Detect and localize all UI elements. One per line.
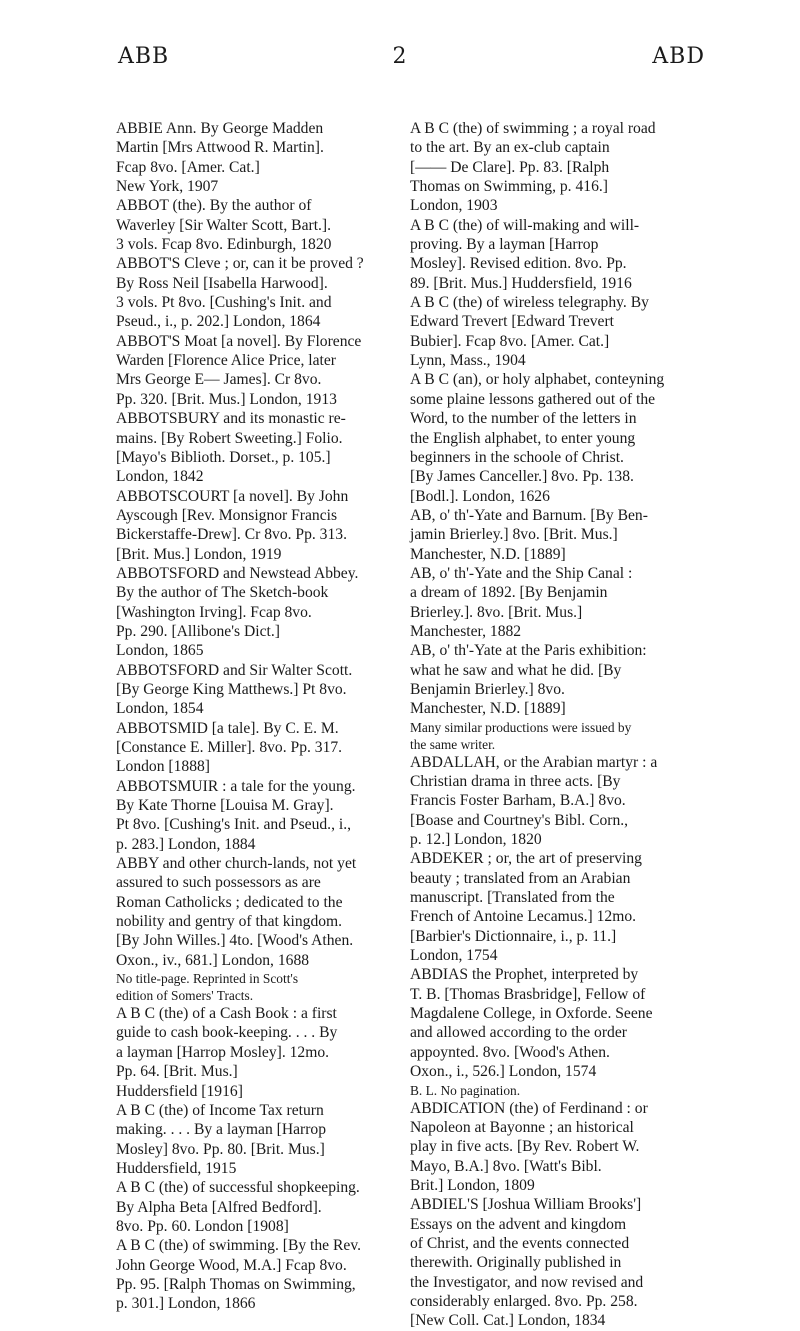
- bibliography-entry: [410, 370, 700, 505]
- entry-line: Pp. 95. [Ralph Thomas on Swimming,: [116, 1275, 356, 1293]
- entry-line: to the art. By an ex-club captain: [410, 139, 610, 157]
- entry-line: London, 1903: [410, 197, 498, 215]
- entry-line: A B C (the) of Income Tax return: [116, 1101, 324, 1119]
- bibliography-entry: [410, 506, 700, 564]
- entry-line: ABDIEL'S [Joshua William Brooks']: [410, 1196, 642, 1214]
- entry-line: Thomas on Swimming, p. 416.]: [410, 178, 608, 196]
- entry-line: Huddersfield, 1915: [116, 1159, 237, 1177]
- entry-line: the Investigator, and now revised and: [410, 1273, 644, 1291]
- bibliography-entry: [410, 1195, 700, 1330]
- entry-line: Manchester, N.D. [1889]: [410, 700, 566, 718]
- entry-note-line: B. L. No pagination.: [410, 1082, 521, 1098]
- entry-line: what he saw and what he did. [By: [410, 661, 622, 679]
- entry-line: London, 1842: [116, 468, 204, 486]
- entry-line: [Mayo's Biblioth. Dorset., p. 105.]: [116, 448, 331, 466]
- entry-line: A B C (the) of a Cash Book : a first: [116, 1005, 337, 1023]
- bibliography-entry: [410, 216, 700, 293]
- entry-line: Fcap 8vo. [Amer. Cat.]: [116, 158, 260, 176]
- right-column: [410, 119, 700, 1331]
- entry-line: A B C (the) of swimming. [By the Rev.: [116, 1237, 362, 1255]
- entry-line: Essays on the advent and kingdom: [410, 1215, 627, 1233]
- entry-line: [By John Willes.] 4to. [Wood's Athen.: [116, 932, 354, 950]
- entry-line: By the author of The Sketch-book: [116, 584, 329, 602]
- entry-line: proving. By a layman [Harrop: [410, 236, 599, 254]
- entry-line: Napoleon at Bayonne ; an historical: [410, 1118, 634, 1136]
- bibliography-entry: [410, 119, 700, 216]
- entry-line: Mrs George E— James]. Cr 8vo.: [116, 371, 322, 389]
- entry-line: ABBOT (the). By the author of: [116, 197, 312, 215]
- entry-line: Pp. 64. [Brit. Mus.]: [116, 1063, 238, 1081]
- entry-line: nobility and gentry of that kingdom.: [116, 913, 343, 931]
- entry-line: [Constance E. Miller]. 8vo. Pp. 317.: [116, 739, 343, 756]
- entry-line: ABBOTSCOURT [a novel]. By John: [116, 487, 349, 505]
- entry-line: making. . . . By a layman [Harrop: [116, 1121, 327, 1139]
- bibliography-entry: [116, 332, 406, 409]
- entry-line: Oxon., iv., 681.] London, 1688: [116, 951, 310, 969]
- bibliography-entry: [116, 719, 406, 777]
- entry-line: mains. [By Robert Sweeting.] Folio.: [116, 429, 343, 447]
- bibliography-entry: [116, 564, 406, 661]
- entry-line: p. 12.] London, 1820: [410, 831, 542, 849]
- entry-line: Manchester, 1882: [410, 622, 522, 640]
- bibliography-entry: [410, 564, 700, 641]
- bibliography-entry: [116, 487, 406, 564]
- entry-line: London [1888]: [116, 758, 210, 776]
- entry-line: 3 vols. Fcap 8vo. Edinburgh, 1820: [116, 236, 332, 254]
- entry-line: Manchester, N.D. [1889]: [410, 545, 566, 563]
- entry-line: A B C (the) of successful shopkeeping.: [116, 1179, 360, 1197]
- entry-line: therewith. Originally published in: [410, 1254, 622, 1272]
- entry-line: manuscript. [Translated from the: [410, 889, 615, 907]
- bibliography-entry: [116, 1004, 406, 1101]
- bibliography-entry: [410, 641, 700, 752]
- bibliography-entry: [410, 1099, 700, 1196]
- entry-line: Pp. 320. [Brit. Mus.] London, 1913: [116, 390, 337, 408]
- entry-line: ABBOT'S Moat [a novel]. By Florence: [116, 332, 362, 350]
- entry-line: ABDALLAH, or the Arabian martyr : a: [410, 753, 658, 771]
- entry-line: John George Wood, M.A.] Fcap 8vo.: [116, 1256, 347, 1274]
- bibliography-entry: [410, 293, 700, 370]
- bibliography-entry: [116, 196, 406, 254]
- bibliography-entry: [116, 1101, 406, 1178]
- entry-line: [By James Canceller.] 8vo. Pp. 138.: [410, 468, 634, 486]
- entry-line: and allowed according to the order: [410, 1024, 627, 1042]
- entry-line: Oxon., i., 526.] London, 1574: [410, 1063, 597, 1081]
- bibliography-entry: [116, 1236, 406, 1313]
- bibliography-entry: [116, 1178, 406, 1236]
- entry-line: ABBOTSMID [a tale]. By C. E. M.: [116, 719, 339, 737]
- page-number: 2: [392, 44, 408, 69]
- entry-line: Mayo, B.A.] 8vo. [Watt's Bibl.: [410, 1157, 602, 1175]
- entry-line: London, 1754: [410, 947, 498, 965]
- entry-line: [New Coll. Cat.] London, 1834: [410, 1312, 606, 1330]
- entry-line: French of Antoine Lecamus.] 12mo.: [410, 908, 637, 926]
- entry-line: appoynted. 8vo. [Wood's Athen.: [410, 1043, 610, 1061]
- entry-line: Benjamin Brierley.] 8vo.: [410, 680, 565, 698]
- entry-line: a layman [Harrop Mosley]. 12mo.: [116, 1043, 330, 1061]
- entry-line: ABBOTSFORD and Newstead Abbey.: [116, 564, 359, 582]
- entry-line: Pp. 290. [Allibone's Dict.]: [116, 622, 280, 640]
- entry-line: Brierley.]. 8vo. [Brit. Mus.]: [410, 603, 583, 621]
- entry-line: ABDIAS the Prophet, interpreted by: [410, 966, 639, 984]
- entry-line: By Alpha Beta [Alfred Bedford].: [116, 1198, 322, 1216]
- entry-line: 89. [Brit. Mus.] Huddersfield, 1916: [410, 274, 632, 292]
- entry-note-line: edition of Somers' Tracts.: [116, 988, 254, 1004]
- entry-line: AB, o' th'-Yate and the Ship Canal :: [410, 564, 633, 582]
- entry-line: some plaine lessons gathered out of the: [410, 390, 656, 408]
- bibliography-entry: [116, 119, 406, 196]
- bibliography-entry: [116, 661, 406, 719]
- entry-line: 8vo. Pp. 60. London [1908]: [116, 1217, 289, 1235]
- entry-line: ABDEKER ; or, the art of preserving: [410, 850, 642, 868]
- bibliography-entry: [410, 965, 700, 1098]
- entry-line: guide to cash book-keeping. . . . By: [116, 1024, 338, 1042]
- bibliography-entry: [116, 854, 406, 1004]
- entry-line: Mosley] 8vo. Pp. 80. [Brit. Mus.]: [116, 1140, 325, 1158]
- bibliography-entry: [410, 753, 700, 850]
- entry-line: p. 301.] London, 1866: [116, 1295, 256, 1313]
- entry-line: [Bodl.]. London, 1626: [410, 487, 550, 505]
- entry-line: A B C (an), or holy alphabet, conteyning: [410, 371, 665, 389]
- entry-line: A B C (the) of swimming ; a royal road: [410, 120, 656, 137]
- entry-line: of Christ, and the events connected: [410, 1234, 630, 1252]
- running-head-left: ABB: [118, 44, 170, 69]
- bibliography-entry: [116, 777, 406, 854]
- entry-line: [By George King Matthews.] Pt 8vo.: [116, 680, 347, 698]
- entry-line: A B C (the) of wireless telegraphy. By: [410, 294, 649, 312]
- entry-line: Warden [Florence Alice Price, later: [116, 352, 336, 370]
- entry-line: AB, o' th'-Yate at the Paris exhibition:: [410, 642, 647, 660]
- entry-line: London, 1854: [116, 700, 204, 718]
- entry-line: the English alphabet, to enter young: [410, 429, 636, 447]
- entry-line: [Boase and Courtney's Bibl. Corn.,: [410, 811, 629, 829]
- entry-line: ABBOT'S Cleve ; or, can it be proved ?: [116, 255, 364, 273]
- entry-line: Bickerstaffe-Drew]. Cr 8vo. Pp. 313.: [116, 526, 347, 544]
- entry-note-line: No title-page. Reprinted in Scott's: [116, 971, 299, 987]
- entry-line: By Ross Neil [Isabella Harwood].: [116, 274, 328, 292]
- entry-line: ABBY and other church-lands, not yet: [116, 855, 357, 873]
- entry-line: Pt 8vo. [Cushing's Init. and Pseud., i.,: [116, 816, 351, 834]
- left-column: [116, 119, 406, 1314]
- running-head-right: ABD: [652, 44, 705, 69]
- entry-line: beauty ; translated from an Arabian: [410, 869, 631, 887]
- entry-line: Roman Catholicks ; dedicated to the: [116, 893, 343, 911]
- entry-line: Mosley]. Revised edition. 8vo. Pp.: [410, 255, 627, 273]
- entry-line: play in five acts. [By Rev. Robert W.: [410, 1138, 640, 1156]
- entry-line: Ayscough [Rev. Monsignor Francis: [116, 506, 338, 524]
- entry-line: beginners in the schoole of Christ.: [410, 448, 624, 466]
- entry-line: ABBOTSMUIR : a tale for the young.: [116, 777, 356, 795]
- entry-line: ABBOTSBURY and its monastic re-: [116, 410, 346, 428]
- entry-line: T. B. [Thomas Brasbridge], Fellow of: [410, 985, 646, 1003]
- entry-line: A B C (the) of will-making and will-: [410, 216, 640, 234]
- entry-line: Edward Trevert [Edward Trevert: [410, 313, 614, 331]
- bibliography-entry: [116, 254, 406, 331]
- entry-note-line: Many similar productions were issued by: [410, 719, 632, 735]
- entry-line: ABDICATION (the) of Ferdinand : or: [410, 1099, 648, 1117]
- entry-line: London, 1865: [116, 642, 204, 660]
- bibliography-entry: [116, 409, 406, 486]
- entry-line: Brit.] London, 1809: [410, 1176, 535, 1194]
- entry-line: [Washington Irving]. Fcap 8vo.: [116, 603, 312, 621]
- entry-line: Magdalene College, in Oxforde. Seene: [410, 1005, 653, 1023]
- entry-line: jamin Brierley.] 8vo. [Brit. Mus.]: [410, 526, 618, 544]
- entry-line: Word, to the number of the letters in: [410, 410, 637, 428]
- entry-line: New York, 1907: [116, 178, 219, 196]
- entry-line: Christian drama in three acts. [By: [410, 773, 621, 790]
- entry-line: Huddersfield [1916]: [116, 1082, 243, 1100]
- entry-note-line: the same writer.: [410, 736, 496, 752]
- entry-line: p. 283.] London, 1884: [116, 835, 256, 853]
- entry-line: [—— De Clare]. Pp. 83. [Ralph: [410, 158, 610, 176]
- entry-line: [Brit. Mus.] London, 1919: [116, 545, 282, 563]
- entry-line: Pseud., i., p. 202.] London, 1864: [116, 313, 321, 331]
- entry-line: 3 vols. Pt 8vo. [Cushing's Init. and: [116, 294, 332, 312]
- entry-line: Francis Foster Barham, B.A.] 8vo.: [410, 792, 626, 810]
- entry-line: considerably enlarged. 8vo. Pp. 258.: [410, 1292, 638, 1310]
- entry-line: [Barbier's Dictionnaire, i., p. 11.]: [410, 927, 617, 945]
- entry-line: Martin [Mrs Attwood R. Martin].: [116, 139, 324, 157]
- entry-line: ABBOTSFORD and Sir Walter Scott.: [116, 661, 353, 679]
- entry-line: AB, o' th'-Yate and Barnum. [By Ben-: [410, 506, 648, 524]
- entry-line: a dream of 1892. [By Benjamin: [410, 584, 608, 602]
- entry-line: assured to such possessors as are: [116, 874, 321, 892]
- entry-line: Bubier]. Fcap 8vo. [Amer. Cat.]: [410, 332, 610, 350]
- bibliography-entry: [410, 849, 700, 965]
- entry-line: ABBIE Ann. By George Madden: [116, 120, 324, 137]
- entry-line: Waverley [Sir Walter Scott, Bart.].: [116, 216, 332, 234]
- entry-line: Lynn, Mass., 1904: [410, 352, 526, 370]
- entry-line: By Kate Thorne [Louisa M. Gray].: [116, 797, 334, 815]
